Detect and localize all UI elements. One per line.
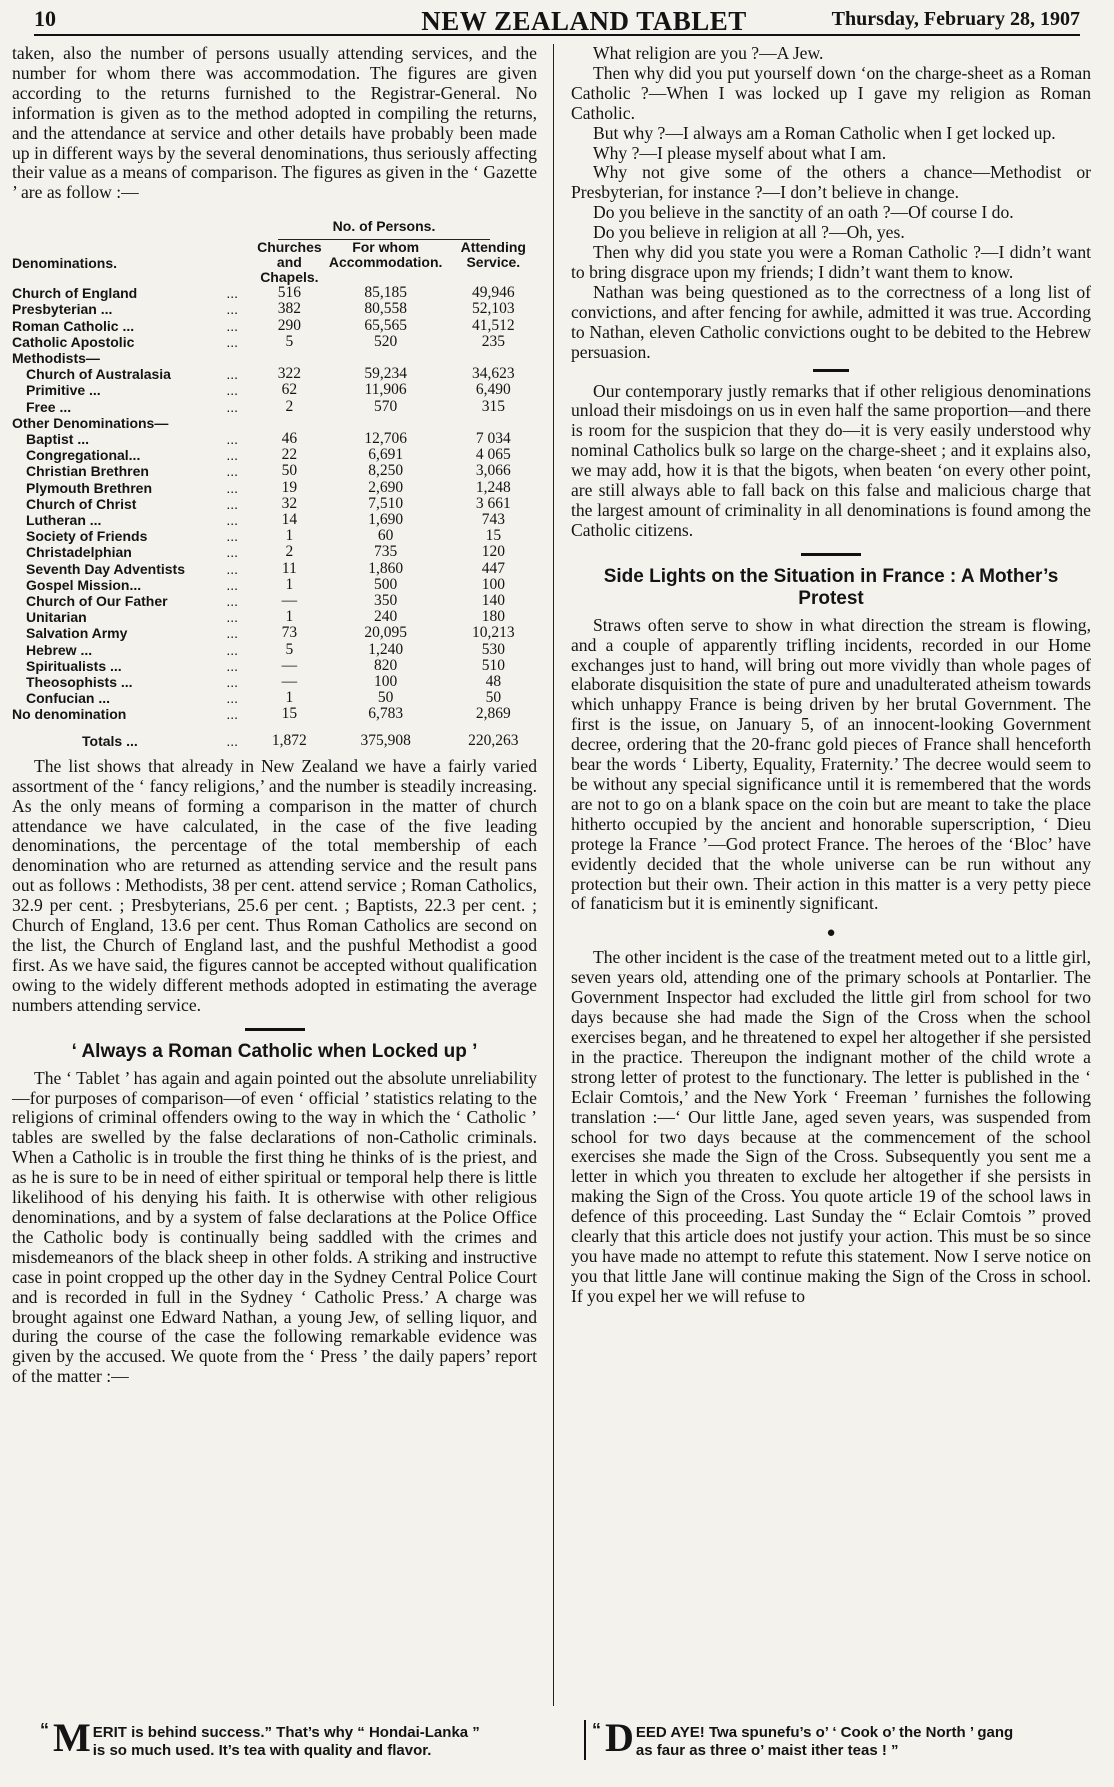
- denomination-name: Spiritualists ...: [26, 657, 122, 674]
- attending-value: 52,103: [472, 300, 515, 318]
- attending-value: 2,869: [475, 705, 511, 723]
- table-group-header: No. of Persons.: [238, 215, 530, 240]
- churches-value: 73: [281, 624, 298, 642]
- accommodation-value: 1,690: [368, 511, 404, 528]
- churches-value: [257, 350, 322, 366]
- churches-value: 19: [281, 478, 298, 496]
- table-row: [12, 609, 537, 625]
- leader-dots: [226, 350, 257, 366]
- leader-dots: ...: [226, 430, 238, 447]
- denomination-name: Christian Brethren: [26, 463, 149, 480]
- leader-dots: ...: [226, 463, 238, 480]
- dialogue-line: Do you believe in the sanctity of an oath ?—Of course I do.: [593, 202, 1014, 223]
- denomination-name: Catholic Apostolic: [12, 333, 135, 350]
- totals-accommodation: 375,908: [360, 731, 411, 749]
- table-row: [12, 544, 537, 560]
- churches-value: —: [281, 673, 298, 691]
- ad2-line2: as faur as three o’ maist ither teas ! ”: [635, 1742, 899, 1759]
- ad1-line2: is so much used. It’s tea with quality and flavor.: [92, 1742, 432, 1759]
- attending-value: 447: [481, 559, 505, 577]
- totals-label: Totals ...: [82, 732, 138, 749]
- denomination-name: Church of Christ: [26, 495, 137, 512]
- churches-value: [257, 415, 322, 431]
- denomination-name: Church of Our Father: [26, 593, 168, 610]
- ad2-initial: D: [605, 1715, 634, 1760]
- leader-dots: ...: [226, 625, 238, 642]
- accommodation-value: 570: [374, 397, 398, 415]
- col-header-attending: Attending Service.: [460, 239, 526, 271]
- attending-value: 49,946: [472, 284, 515, 302]
- churches-value: 1: [285, 527, 294, 545]
- leader-dots: ...: [226, 657, 238, 674]
- table-row: [12, 447, 537, 463]
- attending-value: [450, 415, 537, 431]
- section-title-france: Side Lights on the Situation in France : A Mother’s Protest: [603, 565, 1059, 609]
- col-header-accommodation: For whom Accommodation.: [328, 239, 443, 271]
- attending-value: 530: [481, 640, 505, 658]
- dialogue-line: Do you believe in religion at all ?—Oh, yes.: [593, 222, 905, 243]
- denomination-name: Hebrew ...: [26, 641, 93, 658]
- denominations-table: [12, 240, 537, 749]
- table-row: [12, 334, 537, 350]
- accommodation-value: 65,565: [364, 316, 407, 334]
- leader-dots: ...: [226, 479, 238, 496]
- denomination-name: Seventh Day Adventists: [26, 560, 185, 577]
- dialogue-line: But why ?—I always am a Roman Catholic when I get locked up.: [593, 122, 1056, 143]
- dialogue-line: Then why did you put yourself down ‘on the charge-sheet as a Roman Catholic ?—When I was locked up I gave my religion as Roman Catholic.: [571, 62, 1091, 123]
- accommodation-value: 6,783: [368, 705, 404, 723]
- intro-paragraph: taken, also the number of persons usually attending services, and the number for whom there was accommodation. The figures are given according to the returns furnished to the Registrar-General. No information is given as to the method adopted in compiling the returns, and the attendance at service and other details have probably been made up in different ways by the several denominations, thus seriously affecting their value as a means of comparison. The figures as given in the ‘ Gazette ’ are as follow :—: [12, 43, 537, 203]
- churches-value: 11: [281, 559, 297, 577]
- leader-dots: ...: [226, 609, 238, 626]
- attending-value: 4 065: [475, 446, 511, 464]
- attending-value: 34,623: [472, 365, 515, 383]
- ad1-line1: ERIT is behind success.” That’s why “ Hondai-Lanka ”: [92, 1724, 480, 1741]
- churches-value: 1: [285, 689, 294, 707]
- table-row: [12, 512, 537, 528]
- denomination-name: Christadelphian: [26, 544, 132, 561]
- leader-dots: ...: [226, 317, 238, 334]
- churches-value: 382: [277, 300, 301, 318]
- leader-dots: ...: [226, 641, 238, 658]
- accommodation-value: 8,250: [368, 462, 404, 480]
- page-number: 10: [34, 6, 56, 31]
- dialogue-line: What religion are you ?—A Jew.: [593, 43, 824, 63]
- leader-dots: ...: [226, 593, 238, 610]
- table-row: [12, 431, 537, 447]
- denomination-name: Roman Catholic ...: [12, 317, 135, 334]
- section-divider: [801, 553, 861, 556]
- denomination-name: Gospel Mission...: [26, 576, 142, 593]
- attending-value: 48: [485, 673, 502, 691]
- churches-value: 2: [285, 543, 294, 561]
- leader-dots: ...: [226, 576, 238, 593]
- attending-value: 743: [481, 511, 505, 528]
- attending-value: 100: [481, 575, 505, 593]
- accommodation-value: 85,185: [364, 284, 407, 302]
- table-row: [12, 318, 537, 334]
- denomination-name: Theosophists ...: [26, 674, 133, 691]
- accommodation-value: 50: [377, 689, 394, 707]
- leader-dots: [226, 415, 257, 431]
- leader-dots: ...: [226, 366, 238, 383]
- denomination-name: Lutheran ...: [26, 512, 102, 528]
- france-paragraph-1: Straws often serve to show in what direction the stream is flowing, and a couple of apparently trifling incidents, recorded in our Home exchanges just to hand, will bring out more vividly than whole pages of elaborate disquisition the state of pure and unadulterated atheism towards which unhappy France is being driven by her brutal Government. The first is the issue, on January 5, of an innocent-looking Government decree, ordering that the 20-franc gold pieces of France shall henceforth bear the words ‘ Liberty, Equality, Fraternity.’ The decree would seem to be without any special significance until it is remembered that the words are not to go on a blank space on the coin but are meant to take the place hitherto occupied by the ancient and honorable superscription, ‘ Dieu protege la France ’—God protect France. The heroes of the ‘Bloc’ have evidently decided that the whole universe can be run without any protection but their own. Their action in this matter is a very petty piece of fanaticism but it is eminently significant.: [571, 614, 1091, 914]
- column-divider: [553, 44, 554, 1706]
- churches-value: 46: [281, 429, 298, 447]
- right-column: [571, 44, 1091, 1319]
- accommodation-value: 1,860: [368, 559, 404, 577]
- totals-attending: 220,263: [468, 731, 519, 749]
- leader-dots: ...: [226, 333, 238, 350]
- ad2-line1: EED AYE! Twa spunefu’s o’ ‘ Cook o’ the North ’ gang: [635, 1724, 1014, 1741]
- leader-dots: ...: [226, 674, 238, 691]
- left-column: [12, 44, 537, 1399]
- table-row: [12, 285, 537, 301]
- denomination-name: Free ...: [26, 398, 72, 415]
- denomination-name: Church of Australasia: [26, 366, 171, 383]
- table-row: [12, 690, 537, 706]
- table-row: [12, 366, 537, 382]
- accommodation-value: 20,095: [364, 624, 407, 642]
- churches-value: 5: [285, 332, 294, 350]
- churches-value: 1: [285, 608, 294, 626]
- accommodation-value: 7,510: [368, 494, 404, 512]
- attending-value: 6,490: [475, 381, 511, 399]
- denomination-name: Methodists—: [12, 349, 100, 366]
- page-header: [34, 6, 1080, 36]
- attending-value: 7 034: [475, 429, 511, 447]
- leader-dots: ...: [226, 544, 238, 561]
- accommodation-value: 2,690: [368, 478, 404, 496]
- churches-value: 62: [281, 381, 298, 399]
- dialogue-line: Nathan was being questioned as to the correctness of a long list of convictions, and after fencing for awhile, admitted it was true. According to Nathan, eleven Catholic convictions ought to be debited to the Hebrew persuasion.: [571, 281, 1091, 362]
- accommodation-value: 820: [374, 656, 398, 674]
- attending-value: 1,248: [475, 478, 511, 496]
- attending-value: 41,512: [472, 316, 515, 334]
- denomination-name: Presbyterian ...: [12, 301, 113, 318]
- accommodation-value: 80,558: [364, 300, 407, 318]
- table-row: [12, 577, 537, 593]
- table-row: [12, 528, 537, 544]
- leader-dots: ...: [226, 447, 238, 464]
- attending-value: 120: [481, 543, 505, 561]
- ad-cook-o-the-north: “ D EED AYE! Twa spunefu’s o’ ‘ Cook o’ the North ’ gang as faur as three o’ maist ither teas ! ”: [584, 1720, 1082, 1760]
- accommodation-value: 520: [374, 332, 398, 350]
- denomination-name: Society of Friends: [26, 528, 148, 545]
- dialogue-line: Then why did you state you were a Roman Catholic ?—I didn’t want to bring disgrace upon my friends; I didn’t want them to know.: [571, 242, 1091, 282]
- attending-value: [450, 350, 537, 366]
- denomination-name: Salvation Army: [26, 625, 128, 642]
- attending-value: 140: [481, 592, 505, 610]
- accommodation-value: 240: [374, 608, 398, 626]
- denomination-name: Confucian ...: [26, 690, 110, 707]
- denomination-name: No denomination: [12, 706, 127, 723]
- leader-dots: ...: [226, 301, 238, 318]
- churches-value: 15: [281, 705, 298, 723]
- denomination-name: Unitarian: [26, 609, 87, 626]
- leader-dots: ...: [226, 690, 238, 707]
- churches-value: 516: [277, 284, 301, 302]
- dialogue-line: Why ?—I please myself about what I am.: [593, 142, 887, 163]
- accommodation-value: 1,240: [368, 640, 404, 658]
- attending-value: 180: [481, 608, 505, 626]
- table-row: [12, 658, 537, 674]
- ornament-dot: ●: [826, 925, 836, 942]
- table-row: [12, 301, 537, 317]
- attending-value: 3,066: [475, 462, 511, 480]
- table-row: [12, 496, 537, 512]
- section-divider: [813, 369, 849, 372]
- accommodation-value: 6,691: [368, 446, 404, 464]
- table-row: [12, 399, 537, 415]
- accommodation-value: 350: [374, 592, 398, 610]
- attending-value: 235: [481, 332, 505, 350]
- churches-value: 32: [281, 494, 298, 512]
- leader-dots: ...: [226, 495, 238, 512]
- denomination-name: Plymouth Brethren: [26, 479, 153, 496]
- leader-dots: ...: [226, 512, 238, 528]
- leader-dots: ...: [226, 732, 238, 749]
- leader-dots: ...: [226, 285, 238, 302]
- churches-value: 290: [277, 316, 301, 334]
- table-row: [12, 674, 537, 690]
- issue-date: Thursday, February 28, 1907: [831, 8, 1080, 30]
- dialogue-line: Why not give some of the others a chance—Methodist or Presbyterian, for instance ?—I don’t believe in change.: [571, 162, 1091, 203]
- totals-churches: 1,872: [271, 731, 307, 749]
- accommodation-value: 100: [374, 673, 398, 691]
- contemporary-paragraph: Our contemporary justly remarks that if other religious denominations unload their misdoings on us in even half the same proportion—and there is room for the suspicion that they do—it is very easily understood why nominal Catholics bulk so large on the charge-sheet ; and it explains also, we may add, how it is that the bigots, when beaten ‘on every other point, are still always able to fall back on this false and malicious charge that the largest amount of criminality in all denominations is found among the Catholic citizens.: [571, 380, 1091, 540]
- table-row: [12, 625, 537, 641]
- table-row: [12, 480, 537, 496]
- court-dialogue: [571, 44, 1091, 363]
- accommodation-value: 735: [374, 543, 398, 561]
- section-divider: [245, 1028, 305, 1031]
- accommodation-value: [322, 350, 450, 366]
- table-row: [12, 642, 537, 658]
- col-header-denominations: Denominations.: [12, 255, 118, 272]
- churches-value: 50: [281, 462, 298, 480]
- denomination-name: Congregational...: [26, 447, 141, 464]
- leader-dots: ...: [226, 382, 238, 399]
- table-row: [12, 463, 537, 479]
- attending-value: 10,213: [472, 624, 515, 642]
- accommodation-value: 12,706: [364, 429, 407, 447]
- leader-dots: ...: [226, 398, 238, 415]
- churches-value: 5: [285, 640, 294, 658]
- totals-row: [12, 723, 537, 749]
- denomination-name: Primitive ...: [26, 382, 101, 399]
- table-row: [12, 415, 537, 431]
- section-title-locked-up: ‘ Always a Roman Catholic when Locked up ’: [71, 1040, 478, 1062]
- churches-value: —: [281, 592, 298, 610]
- churches-value: 14: [281, 511, 298, 528]
- attending-value: 510: [481, 656, 505, 674]
- churches-value: 2: [285, 397, 294, 415]
- table-row: [12, 706, 537, 722]
- attending-value: 315: [481, 397, 505, 415]
- accommodation-value: 60: [377, 527, 394, 545]
- leader-dots: ...: [226, 706, 238, 723]
- attending-value: 50: [485, 689, 502, 707]
- denomination-name: Baptist ...: [26, 430, 90, 447]
- table-row: [12, 350, 537, 366]
- list-paragraph: The list shows that already in New Zealand we have a fairly varied assortment of the ‘ fancy religions,’ and the number is steadily increasing. As the only means of forming a comparison in the matter of church attendance we have calculated, in the case of the five leading denominations, the percentage of the total membership of each denomination who are returned as attending service and the result pans out as follows : Methodists, 38 per cent. attend service ; Roman Catholics, 32.9 per cent. ; Presbyterians, 25.6 per cent. ; Baptists, 22.3 per cent. ; Church of England, 13.6 per cent. Thus Roman Catholics are second on the list, the Church of England last, and the pushful Methodist a good first. As we have said, the figures cannot be accepted without qualification owing to the widely different methods adopted in estimating the average numbers attending service.: [12, 755, 537, 1015]
- table-header-row: [12, 240, 537, 285]
- locked-up-paragraph: The ‘ Tablet ’ has again and again pointed out the absolute unreliability—for purposes of comparison—of even ‘ official ’ statistics relating to the religions of criminal offenders owing to the way in which the ‘ Catholic ’ tables are swelled by the false declarations of non-Catholic criminals. When a Catholic is in trouble the first thing he thinks of is the priest, and as he is sure to be in need of either spiritual or temporal help there is little likelihood of his denying his faith. It is otherwise with other religious denominations, and by a system of false declarations at the Police Office the Catholic body is continually being saddled with the crimes and misdemeanors of the black sheep in other folds. A striking and instructive case in point cropped up the other day in the Sydney Central Police Court and is recorded in full in the Sydney ‘ Catholic Press.’ A charge was brought against one Edward Nathan, a young Jew, of selling liquor, and during the course of the case the following remarkable evidence was given by the accused. We quote from the ‘ Press ’ the daily papers’ report of the matter :—: [12, 1067, 537, 1387]
- table-row: [12, 593, 537, 609]
- accommodation-value: 11,906: [364, 381, 407, 399]
- ad1-initial: M: [53, 1715, 91, 1760]
- denomination-name: Other Denominations—: [12, 414, 169, 431]
- ad-hondai-lanka: “ M ERIT is behind success.” That’s why “ Hondai-Lanka ” is so much used. It’s tea with quality and flavor.: [40, 1715, 480, 1760]
- accommodation-value: [322, 415, 450, 431]
- churches-value: 1: [285, 575, 294, 593]
- denomination-name: Church of England: [12, 285, 138, 302]
- leader-dots: ...: [226, 560, 238, 577]
- france-paragraph-2: The other incident is the case of the treatment meted out to a little girl, seven years old, attending one of the primary schools at Pontarlier. The Government Inspector had excluded the little girl from school for two days because she had made the Sign of the Cross when the school exercises began, and he threatened to expel her altogether if she persisted in the practice. Thereupon the indignant mother of the child wrote a strong letter of protest to the functionary. The letter is published in the ‘ Eclair Comtois,’ and the New York ‘ Freeman ’ furnishes the following translation :—‘ Our little Jane, aged seven years, was suspended from school for two days because at the commencement of the school exercises she made the Sign of the Cross. Subsequently you sent me a letter in which you threaten to exclude her altogether if she persists in making the Sign of the Cross. You quote article 19 of the school laws in defence of this proceeding. Last Sunday the “ Eclair Comtois ” proved clearly that this article does not justify your action. This must be so since you have made no attempt to refute this statement. Now I serve notice on you that little Jane will continue making the Sign of the Cross in school. If you expel her we will refuse to: [571, 947, 1091, 1306]
- newspaper-title: NEW ZEALAND TABLET: [421, 6, 747, 36]
- attending-value: 3 661: [475, 494, 511, 512]
- footer-ads: [34, 1715, 1080, 1780]
- churches-value: —: [281, 656, 298, 674]
- attending-value: 15: [485, 527, 502, 545]
- churches-value: 22: [281, 446, 298, 464]
- col-header-churches: Churches and Chapels.: [257, 239, 322, 286]
- table-row: [12, 561, 537, 577]
- churches-value: 322: [277, 365, 301, 383]
- accommodation-value: 59,234: [364, 365, 407, 383]
- leader-dots: ...: [226, 528, 238, 545]
- accommodation-value: 500: [374, 575, 398, 593]
- table-row: [12, 382, 537, 398]
